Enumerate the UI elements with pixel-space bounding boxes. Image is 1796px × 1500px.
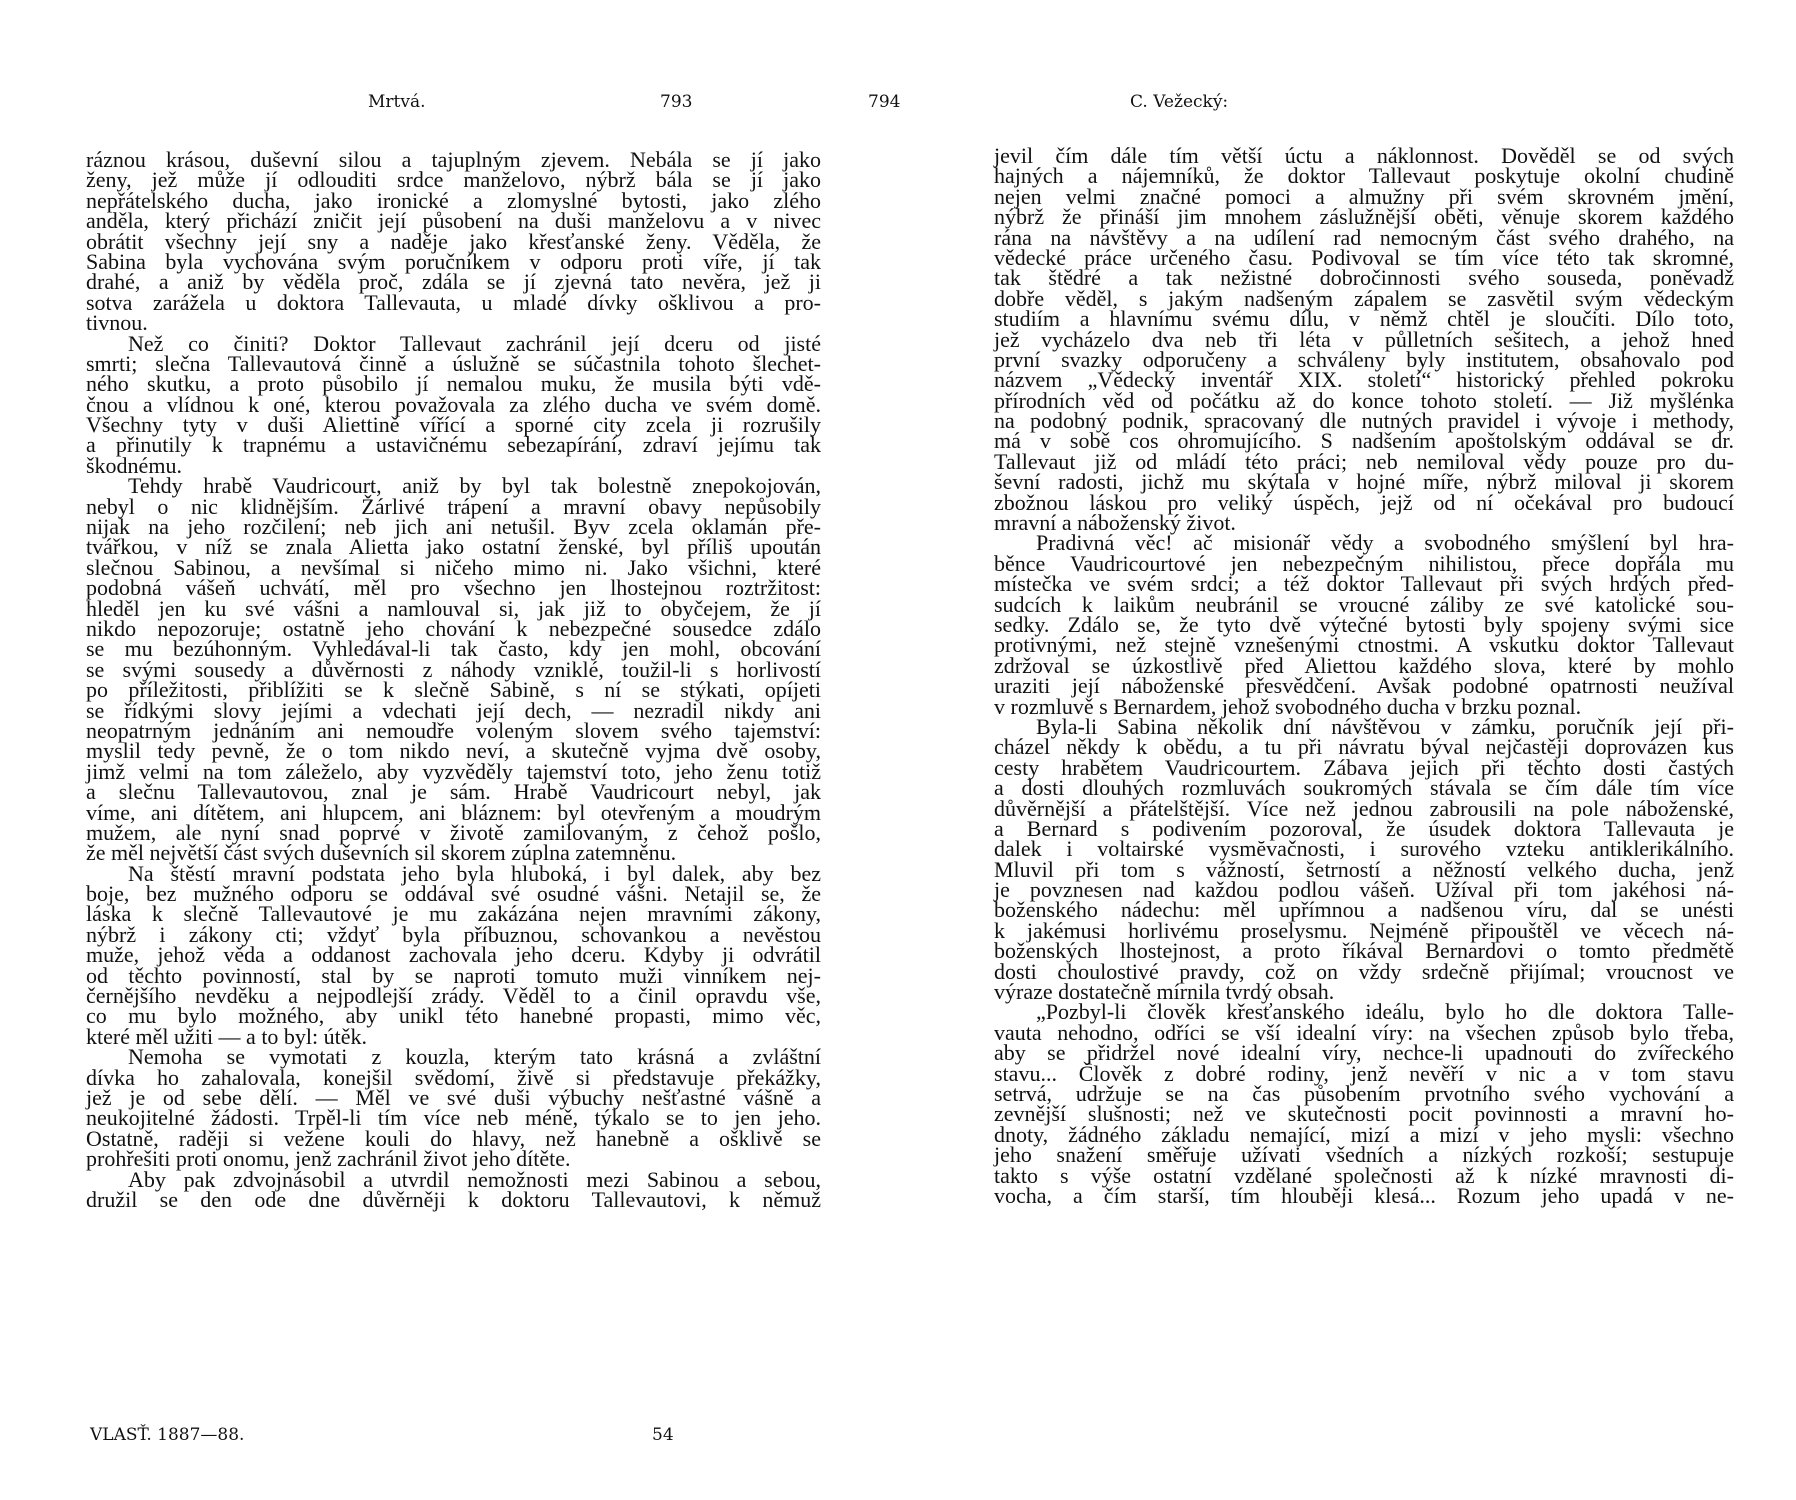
text-line: nijak na jeho rozčilení; neb jich ani netušil. Byv zcela oklamán pře- <box>86 514 821 540</box>
left-footer <box>0 1425 898 1455</box>
text-line: vauta nehodno, odříci se vší idealní víry: na všechen způsob bylo třeba, <box>994 1019 1734 1045</box>
text-line: že měl největší část svých duševních sil skorem zúplna zatemněnu. <box>86 840 677 866</box>
text-line: „Pozbyl-li člověk křesťanského ideálu, bylo ho dle doktora Talle- <box>1036 999 1734 1025</box>
text-line: láska k slečně Tallevautové je mu zakázána nejen mravními zákony, <box>86 901 821 927</box>
text-line: jež je od sebe dělí. — Měl ve své duši výbuchy nešťastné vášně a <box>86 1084 821 1110</box>
text-line: Sabina byla vychována svým poručníkem v odporu proti víře, jí tak <box>86 248 821 274</box>
left-body-text <box>86 147 821 1212</box>
text-line: ševní radosti, jichž mu skýtala v hojné míře, nýbrž miloval ji skorem <box>994 469 1734 495</box>
text-line: ráznou krásou, duševní silou a tajuplným zjevem. Nebála se jí jako <box>86 147 821 172</box>
text-line: Pradivná věc! ač misionář vědy a svobodného smýšlení byl hra- <box>1036 530 1734 556</box>
text-line: nebyl o nic klidnějším. Žárlivé trápení a mravní obavy nepůsobily <box>86 493 821 519</box>
text-line: a přinutily k trapnému a ustavičnému sebezapírání, zdraví jejímu tak <box>86 432 821 458</box>
text-line: dívka ho zahalovala, konejšil svědomí, živě si představuje překážky, <box>86 1064 821 1090</box>
right-page-number: 794 <box>868 92 901 112</box>
text-line: zbožnou láskou pro veliký úspěch, jejž od ní očekával pro budoucí <box>994 489 1734 515</box>
text-line: Ostatně, raději si vežene kouli do hlavy, než hanebně a ošklivě se <box>86 1125 821 1151</box>
text-line: nepřátelského ducha, jako ironické a zlomyslné bytosti, jako zlého <box>86 187 821 213</box>
right-page <box>868 0 1796 1500</box>
text-line: má v sobě cos ohromujícího. S nadšením apoštolským oddával se dr. <box>994 428 1734 454</box>
text-line: dobře věděl, s jakým nadšeným zápalem se zasvětil svým vědeckým <box>994 285 1734 311</box>
text-line: nýbrž i zákony cti; vždyť byla příbuznou, schovankou a nevěstou <box>86 921 821 947</box>
text-line: anděla, který přichází zničit její působení na duši manželovu a v nivec <box>86 208 821 234</box>
text-line: od těchto povinností, stal by se naproti tomuto muži vinníkem nej- <box>86 962 821 988</box>
text-line: Na štěstí mravní podstata jeho byla hluboká, i byl dalek, aby bez <box>128 860 821 886</box>
text-line: Nemoha se vymotati z kouzla, kterým tato krásná a zvláštní <box>128 1044 821 1070</box>
text-line: neukojitelné žádosti. Trpěl-li tím více neb méně, týkalo se to jen jeho. <box>86 1105 821 1131</box>
text-line: sedky. Zdálo se, že tyto dvě výtečné bytosti byly spojeny svými sice <box>994 611 1734 637</box>
text-line: družil se den ode dne důvěrněji k doktoru Tallevautovi, k němuž <box>86 1186 821 1212</box>
text-line: podobná vášeň uchvátí, měl pro všechno jen lhostejnou roztržitost: <box>86 575 821 601</box>
text-line: je povznesen nad každou podlou vášeň. Užíval při tom jakéhosi ná- <box>994 877 1734 903</box>
text-line: aby se přidržel nové idealní víry, nechce-li upadnouti do zvířeckého <box>994 1040 1734 1066</box>
text-line: sotva zarážela u doktora Tallevauta, u mladé dívky ošklivou a pro- <box>86 289 821 315</box>
text-line: po příležitosti, přiblížiti se k slečně Sabině, s ní se stýkati, opíjeti <box>86 677 821 703</box>
text-line: zevnější slušnosti; než ve skutečnosti pocit povinnosti a mravní ho- <box>994 1101 1734 1127</box>
text-line: cházel někdy k obědu, a tu při návratu býval nejčastěji doprovázen kus <box>994 734 1734 760</box>
text-line: výraze dostatečně mírnila tvrdý obsah. <box>994 979 1335 1005</box>
text-line: setrvá, udržuje se na čas působením prvotního svého vychování a <box>994 1080 1734 1106</box>
text-line: názvem „Vědecký inventář XIX. století“ historický přehled pokroku <box>994 367 1734 393</box>
text-line: a dosti dlouhých rozmluvách soukromých stávala se čím dále tím více <box>994 775 1734 801</box>
text-line: drahé, a aniž by věděla proč, zdála se jí zjevná tato nevěra, jež ji <box>86 269 821 295</box>
text-line: Tallevaut již od mládí této práci; neb nemiloval vědy pouze pro du- <box>994 448 1734 474</box>
text-line: k jakémusi horlivému proselysmu. Nejméně připouštěl ve věcech ná- <box>994 917 1734 943</box>
text-line: sudcích k laikům neubránil se vroucné záliby ze své katolické sou- <box>994 591 1734 617</box>
text-line: smrti; slečna Tallevautová činně a úslužně se súčastnila tohoto šlechet- <box>86 350 821 376</box>
left-footer-sheet-number: 54 <box>652 1425 674 1445</box>
text-line: myslil tedy pevně, že o tom nikdo neví, a skutečně vyjma dvě osoby, <box>86 738 821 764</box>
text-line: boje, bez mužného odporu se oddával své osudné vášni. Netajil se, že <box>86 881 821 907</box>
text-line: Mluvil při tom s vážností, šetrností a něžností velkého ducha, jenž <box>994 856 1734 882</box>
text-line: na podobný podnik, spracovaný dle nutných pravidel i vývoje i methody, <box>994 408 1734 434</box>
text-line: nýbrž že přináší jim mnohem záslužnější oběti, věnuje skorem každého <box>994 204 1734 230</box>
right-body-text <box>994 143 1734 1208</box>
text-line: tvářkou, v níž se znala Alietta jako ostatní ženské, byl příliš upoután <box>86 534 821 560</box>
text-line: uraziti její náboženské přesvědčení. Avšak podobné opatrnosti neužíval <box>994 673 1734 699</box>
text-line: tivnou. <box>86 310 148 336</box>
left-page-number: 793 <box>660 92 693 112</box>
text-line: dosti choulostivé pravdy, což on vždy srdečně přijímal; vroucnost ve <box>994 958 1734 984</box>
text-line: muže, jehož věda a oddanost zachovala jeho dceru. Kdyby ji odvrátil <box>86 942 821 968</box>
text-line: jež vycházelo dva neb tři léta v půlletních sešitech, a jehož hned <box>994 326 1734 352</box>
text-line: mravní a náboženský život. <box>994 510 1236 536</box>
text-line: Všechny tyty v duši Aliettině vířící a sporné city zcela ji rozrušily <box>86 412 821 438</box>
text-line: ného skutku, a proto působilo jí nemalou muku, že musila býti vdě- <box>86 371 821 397</box>
left-running-header <box>0 92 901 122</box>
text-line: prohřešiti proti onomu, jenž zachránil život jeho dítěte. <box>86 1146 571 1172</box>
text-line: stavu... Člověk z dobré rodiny, jenž nevěří v nic a v tom stavu <box>994 1060 1734 1086</box>
text-line: se mu bezúhonným. Vyhledával-li tak často, kdy jen mohl, obcování <box>86 636 821 662</box>
text-line: jimž velmi na tom záleželo, aby vyzvěděly tajemství toto, jeho ženu totiž <box>86 758 821 784</box>
text-line: tak štědré a tak nežistné dobročinnosti svého souseda, poněvadž <box>994 265 1734 291</box>
text-line: slečnou Sabinou, a nevšímal si ničeho mimo ni. Jako všichni, které <box>86 554 821 580</box>
text-line: víme, ani dítětem, ani hlupcem, ani bláznem: byl otevřeným a moudrým <box>86 799 821 825</box>
text-line: zdržoval se úzkostlivě před Aliettou každého slova, které by mohlo <box>994 652 1734 678</box>
text-line: nejen velmi značné pomoci a almužny při svém skrovném jmění, <box>994 183 1734 209</box>
text-line: cesty hrabětem Vaudricourtem. Zábava jejich při těchto dosti častých <box>994 754 1734 780</box>
text-line: co mu bylo možného, aby unikl této hanebné propasti, mimo věc, <box>86 1003 821 1029</box>
left-footer-signature: VLASŤ. 1887—88. <box>90 1425 245 1445</box>
text-line: místečka ve svém srdci; a též doktor Tallevaut při svých hrdých před- <box>994 571 1734 597</box>
text-line: které měl užiti — a to byl: útěk. <box>86 1023 368 1049</box>
text-line: neopatrným jednáním ani nemoudře voleným slovem svého tajemství: <box>86 717 821 743</box>
text-line: čnou a vlídnou k oné, kterou považovala za zlého ducha ve svém domě. <box>86 391 821 417</box>
text-line: důvěrnější a přátelštější. Více než jednou zabrousili na pole náboženské, <box>994 795 1734 821</box>
text-line: se svými sousedy a důvěrnosti z náhody vzniklé, toužil-li s horlivostí <box>86 656 821 682</box>
text-line: Tehdy hrabě Vaudricourt, aniž by byl tak bolestně znepokojován, <box>128 473 821 499</box>
text-line: Byla-li Sabina několik dní návštěvou v zámku, poručník její při- <box>1036 713 1734 739</box>
right-running-header <box>868 92 1796 122</box>
text-line: nikdo nepozoruje; ostatně jeho chování k nebezpečné sousedce zdálo <box>86 615 821 641</box>
text-line: vědecké práce určeného času. Podivoval se tím více této tak skromné, <box>994 244 1734 270</box>
text-line: boženského nádechu: měl upřímnou a nadšenou víru, dal se unésti <box>994 897 1734 923</box>
text-line: v rozmluvě s Bernardem, jehož svobodného ducha v brzku poznal. <box>994 693 1582 719</box>
left-header-title: Mrtvá. <box>368 92 426 112</box>
right-header-title: C. Vežecký: <box>1130 92 1229 112</box>
text-line: Aby pak zdvojnásobil a utvrdil nemožnosti mezi Sabinou a sebou, <box>128 1166 821 1192</box>
text-line: a slečnu Tallevautovou, znal je sám. Hrabě Vaudricourt nebyl, jak <box>86 779 821 805</box>
text-line: hleděl jen ku své vášni a namlouval si, jak již to obyčejem, že jí <box>86 595 821 621</box>
text-line: ženy, jež může jí odlouditi srdce manželovo, nýbrž bála se jí jako <box>86 167 821 193</box>
text-line: dalek i voltairské vysmĕvačnosti, i surového vzteku antiklerikálního. <box>994 836 1734 862</box>
text-line: škodnému. <box>86 452 182 478</box>
text-line: studiím a hlavnímu svému dílu, v němž chtěl je sloučiti. Dílo toto, <box>994 306 1734 332</box>
text-line: rána na návštěvy a na udílení rad nemocným část svého drahého, na <box>994 224 1734 250</box>
text-line: černějšího nevděku a nejpodlejší zrády. Věděl to a činil opravdu vše, <box>86 983 821 1009</box>
text-line: běnce Vaudricourtové jen nebezpečným nihilistou, přece dopřála mu <box>994 550 1734 576</box>
text-line: obrátit všechny její sny a naděje jako křesťanské ženy. Věděla, že <box>86 228 821 254</box>
text-line: dnoty, žádného základu nemající, mizí a mizí v jeho mysli: všechno <box>994 1121 1734 1147</box>
text-line: protivnými, než stejně vznešenými ctnostmi. A vskutku doktor Tallevaut <box>994 632 1734 658</box>
text-line: vocha, a čím starší, tím hlouběji klesá... Rozum jeho upadá v ne- <box>994 1182 1734 1208</box>
text-line: jevil čím dále tím větší úctu a náklonnost. Dověděl se od svých <box>994 143 1734 168</box>
text-line: boženských lhostejnost, a proto říkával Bernardovi o tomto předmětě <box>994 938 1734 964</box>
text-line: jeho snažení směřuje užívati všedních a nízkých rozkoší; sestupuje <box>994 1142 1734 1168</box>
text-line: a Bernard s podivením pozoroval, že úsudek doktora Tallevauta je <box>994 815 1734 841</box>
text-line: přírodních věd od počátku až do konce tohoto století. — Již myšlénka <box>994 387 1734 413</box>
text-line: první svazky odporučeny a schváleny byly institutem, obsahovalo pod <box>994 346 1734 372</box>
text-line: mužem, ale nyní snad poprvé v životě zamilovaným, z čehož pošlo, <box>86 819 821 845</box>
text-line: hajných a nájemníků, že doktor Tallevaut poskytuje okolní chudině <box>994 163 1734 189</box>
text-line: takto s výše ostatní vzdělané společnosti až k nízké mravnosti di- <box>994 1162 1734 1188</box>
text-line: se řídkými slovy jejími a vdechati její dech, — nezradil nikdy ani <box>86 697 821 723</box>
text-line: Než co činiti? Doktor Tallevaut zachránil její dceru od jisté <box>128 330 821 356</box>
